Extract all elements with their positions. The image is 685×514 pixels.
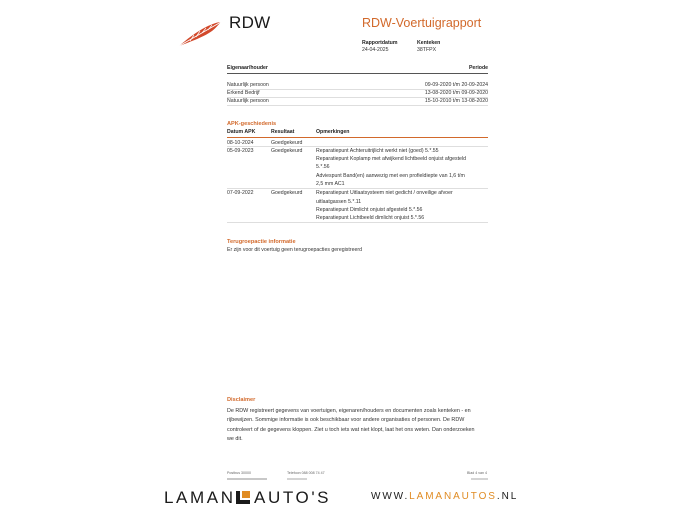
disclaimer-line-3: controleert of de gegevens kloppen. Ziet u toch iets wat niet klopt, laat het ons weten. Dan onderzoeken: [227, 426, 475, 433]
footer-postbus: Postbus 30000: [227, 471, 251, 475]
plate-value: 38TFPX: [417, 47, 437, 53]
url-suffix: .NL: [496, 491, 519, 502]
apk-header-rule: [227, 137, 488, 138]
apk-row-3-remark-1: Reparatiepunt Uitlaatsysteem niet gedicht / onveilige afvoer: [316, 190, 453, 196]
url-accent: LAMANAUTOS: [409, 491, 497, 502]
laman-website-url[interactable]: [371, 491, 518, 502]
plate-label: Kenteken: [417, 40, 441, 46]
disclaimer-line-2: rijbewijzen. Sommige informatie is ook beschikbaar voor andere organisaties of personen. De RDW: [227, 417, 465, 424]
row-divider: [227, 222, 488, 223]
owner-row-2-owner: Erkend Bedrijf: [227, 90, 260, 96]
laman-l-mark-icon: [236, 491, 250, 504]
rdw-brand-name: RDW: [229, 13, 271, 32]
owner-row-3-period: 15-10-2010 t/m 13-08-2020: [424, 98, 488, 104]
recall-text: Er zijn voor dit voertuig geen terugroepacties geregistreerd: [227, 247, 362, 253]
footer-cut-text: [287, 478, 307, 480]
row-divider: [227, 105, 488, 106]
disclaimer-title: Disclaimer: [227, 397, 256, 403]
apk-row-3-remark-2: uitlaatgassen 5.*.11: [316, 199, 362, 205]
apk-row-2-remark-2: Reparatiepunt Koplamp met afwijkend lichtbeeld onjuist afgesteld: [316, 156, 466, 162]
row-divider: [227, 188, 488, 189]
apk-row-3-date: 07-09-2022: [227, 190, 254, 196]
owner-row-1-period: 09-09-2020 t/m 20-09-2024: [424, 82, 488, 88]
apk-remarks-column-header: Opmerkingen: [316, 129, 350, 135]
apk-row-2-remark-3: 5.*.56: [316, 164, 330, 170]
apk-date-column-header: Datum APK: [227, 129, 256, 135]
footer-phone: Telefoon 088 008 74 47: [287, 471, 325, 475]
laman-name-left: LAMAN: [164, 488, 236, 507]
apk-row-2-remark-1: Reparatiepunt Achteruitrijlicht werkt niet (goed) 5.*.55: [316, 148, 439, 154]
owner-row-2-period: 13-08-2020 t/m 09-09-2020: [424, 90, 488, 96]
disclaimer-text: [227, 407, 489, 444]
recall-section-title: Terugroepactie informatie: [227, 239, 296, 245]
apk-row-3-remark-3: Reparatiepunt Dimlicht onjuist afgesteld 5.*.56: [316, 207, 423, 213]
owner-column-header: Eigenaar/houder: [227, 65, 268, 71]
period-column-header: Periode: [468, 65, 488, 71]
row-divider: [227, 146, 488, 147]
apk-row-1-result: Goedgekeurd: [271, 140, 303, 146]
apk-row-3-remark-4: Reparatiepunt Lichtbeeld dimlicht onjuist 5.*.56: [316, 215, 425, 221]
owners-header-rule: [227, 73, 488, 74]
report-title: RDW-Voertuigrapport: [362, 16, 482, 30]
apk-row-3-result: Goedgekeurd: [271, 190, 303, 196]
url-prefix: WWW.: [371, 491, 410, 502]
laman-name-right: AUTO'S: [254, 488, 332, 507]
apk-row-2-result: Goedgekeurd: [271, 148, 303, 154]
rdw-feather-logo: [178, 20, 222, 48]
owner-row-3-owner: Natuurlijk persoon: [227, 98, 269, 104]
report-date-value: 24-04-2025: [362, 47, 389, 53]
owner-row-1-owner: Natuurlijk persoon: [227, 82, 269, 88]
apk-row-2-remark-4: Adviespunt Band(en) aanwezig met een profieldiepte van 1,6 t/m: [316, 173, 465, 179]
report-date-label: Rapportdatum: [362, 40, 398, 46]
apk-result-column-header: Resultaat: [271, 129, 295, 135]
apk-row-2-date: 05-09-2023: [227, 148, 254, 154]
apk-row-2-remark-5: 2,5 mm AC1: [316, 181, 345, 187]
footer-page: Blad 4 van 4: [467, 471, 487, 475]
footer-cut-text: [471, 478, 488, 480]
footer-cut-text: [227, 478, 267, 480]
apk-section-title: APK-geschiedenis: [227, 121, 277, 127]
disclaimer-line-4: we dit.: [227, 435, 243, 442]
disclaimer-line-1: De RDW registreert gegevens van voertuigen, eigenaren/houders en documenten zoals kenteken - en: [227, 408, 471, 414]
apk-row-1-date: 08-10-2024: [227, 140, 254, 146]
